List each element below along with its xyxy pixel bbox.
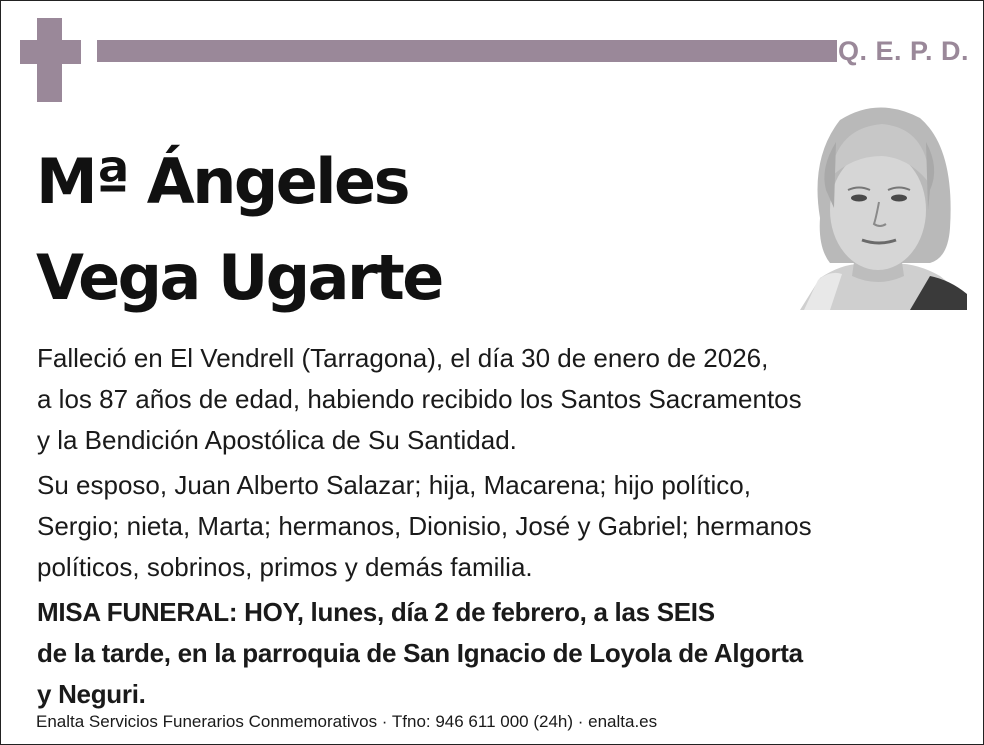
text-line: políticos, sobrinos, primos y demás familia. — [37, 552, 533, 582]
funeral-home-footer: Enalta Servicios Funerarios Conmemorativos · Tfno: 946 611 000 (24h) · enalta.es — [36, 712, 658, 731]
qepd-label: Q. E. P. D. — [838, 36, 970, 66]
name-line-2: Vega Ugarte — [36, 241, 442, 314]
cross-icon-bar — [20, 40, 81, 64]
text-line: de la tarde, en la parroquia de San Ignacio de Loyola de Algorta — [37, 638, 803, 668]
death-notice-paragraph — [37, 338, 957, 461]
deceased-name — [36, 134, 442, 326]
portrait-photo — [790, 98, 967, 310]
header-divider-bar — [97, 40, 837, 62]
text-line: Su esposo, Juan Alberto Salazar; hija, Macarena; hijo político, — [37, 470, 751, 500]
text-line: y Neguri. — [37, 679, 146, 709]
text-line: MISA FUNERAL: HOY, lunes, día 2 de febrero, a las SEIS — [37, 597, 715, 627]
family-paragraph — [37, 465, 957, 588]
text-line: y la Bendición Apostólica de Su Santidad. — [37, 425, 517, 455]
funeral-mass-paragraph — [37, 592, 957, 715]
name-line-1: Mª Ángeles — [36, 145, 409, 218]
text-line: Falleció en El Vendrell (Tarragona), el día 30 de enero de 2026, — [37, 343, 769, 373]
notice-body — [37, 338, 957, 715]
text-line: a los 87 años de edad, habiendo recibido los Santos Sacramentos — [37, 384, 802, 414]
text-line: Sergio; nieta, Marta; hermanos, Dionisio, José y Gabriel; hermanos — [37, 511, 812, 541]
